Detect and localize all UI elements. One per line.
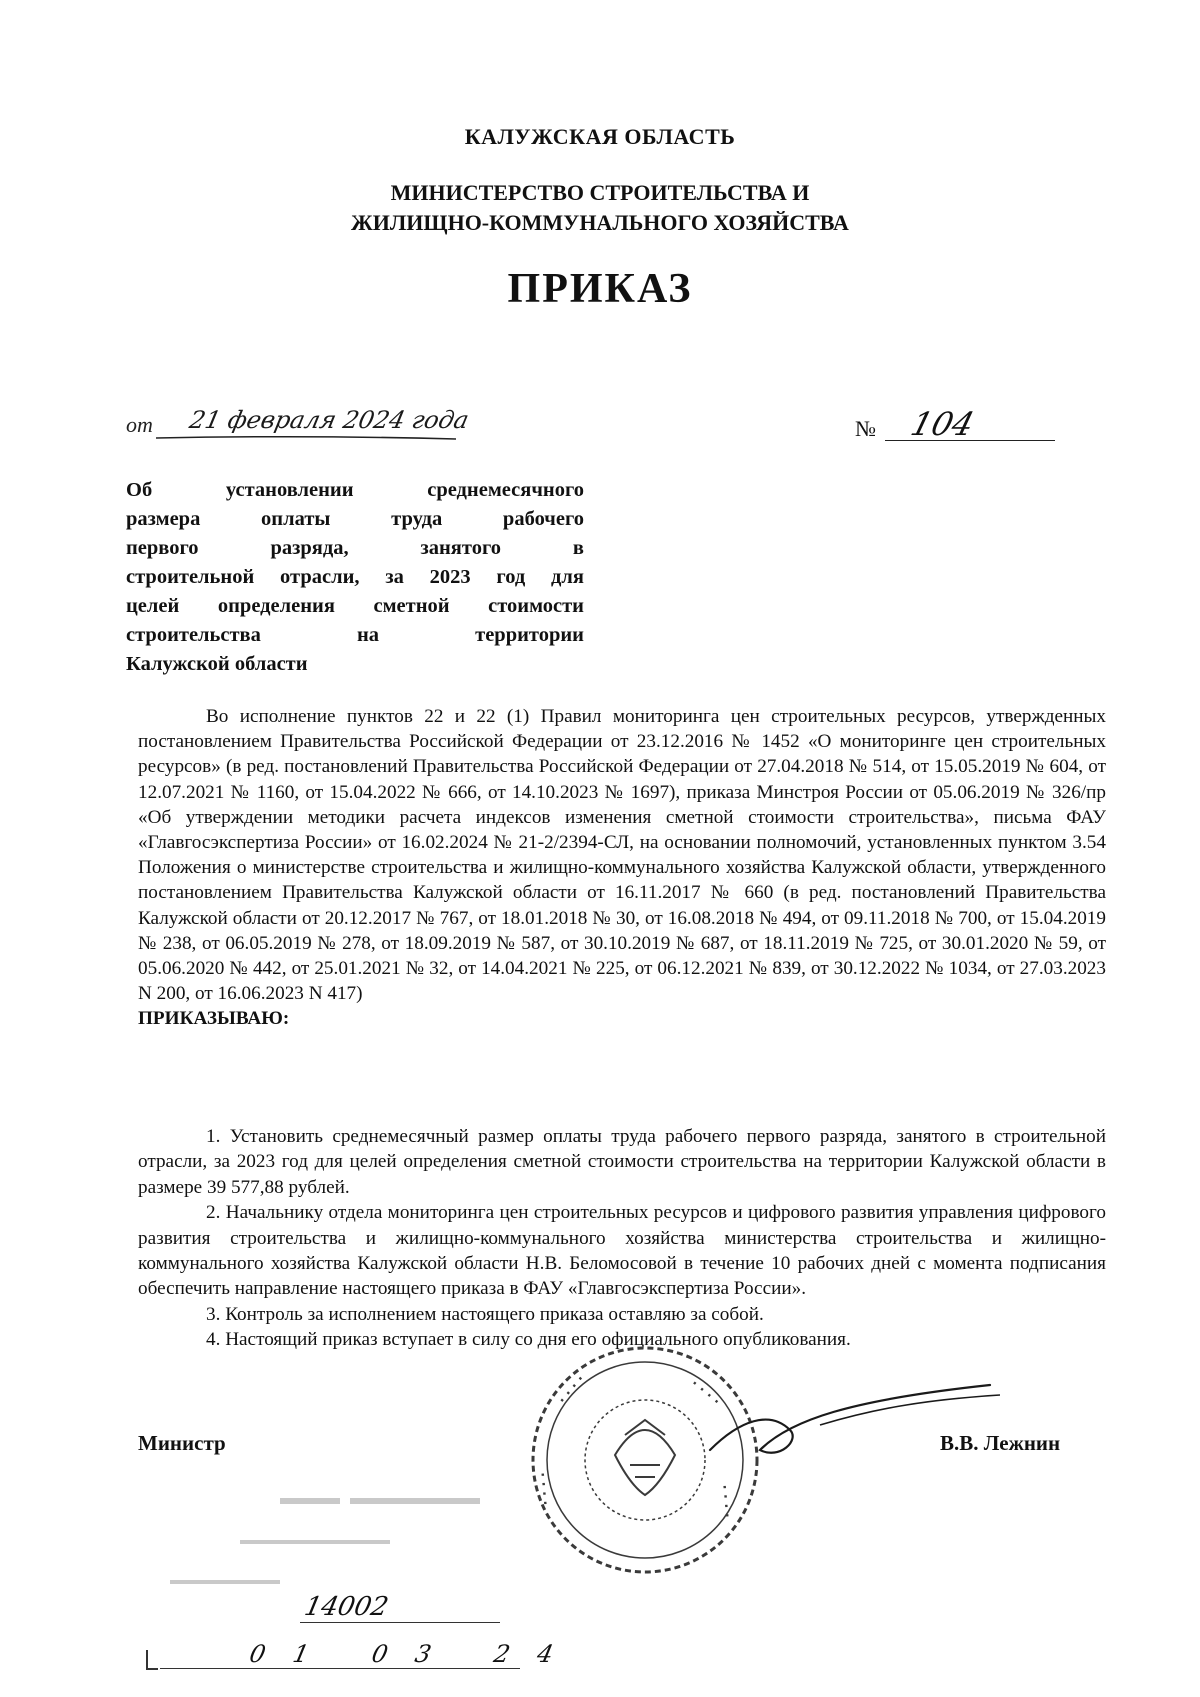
handwritten-registration-number: 14002 xyxy=(301,1592,391,1622)
order-items xyxy=(138,1124,1106,1353)
registration-number-line xyxy=(300,1622,500,1623)
region-heading: КАЛУЖСКАЯ ОБЛАСТЬ xyxy=(464,124,736,149)
order-word: ПРИКАЗЫВАЮ: xyxy=(138,1008,290,1030)
svg-text:· · · ·: · · · · xyxy=(536,1471,554,1506)
order-item: 1. Установить среднемесячный размер оплаты труда рабочего первого разряда, занятого в строительной отрасли, за 2023 год для целей определения сметной стоимости строительства на территории Калужской области в размере 39 577,88 рублей. xyxy=(138,1126,1106,1198)
preamble xyxy=(138,704,1106,1032)
registration-stamp xyxy=(150,1470,530,1610)
date-underline xyxy=(156,434,456,442)
svg-text:· · · ·: · · · · xyxy=(687,1376,723,1410)
order-number-label: № xyxy=(855,416,876,441)
preamble-text: Во исполнение пунктов 22 и 22 (1) Правил мониторинга цен строительных ресурсов, утвержденных постановлением Правительства Российской Федерации от 23.12.2016 № 1452 «О мониторинге цен строительных ресурсов» (в ред. постановлений Правительства Российской Федерации от 27.04.2018 № 514, от 15.05.2019 № 604, от 12.07.2021 № 1160, от 15.04.2022 № 666, от 14.10.2023 № 1697), приказа Минстроя России от 05.06.2019 № 326/пр «Об утверждении методики расчета индексов изменения сметной стоимости строительства», письма ФАУ «Главгосэкспертиза России» от 16.02.2024 № 21-2/2394-СЛ, на основании полномочий, установленных пунктом 3.54 Положения о министерстве строительства и жилищно-коммунального хозяйства Калужской области, утвержденного постановлением Правительства Калужской области от 16.11.2017 № 660 (в ред. постановлений Правительства Калужской области от 20.12.2017 № 767, от 18.01.2018 № 30, от 16.08.2018 № 494, от 09.11.2018 № 700, от 15.04.2019 № 238, от 06.05.2019 № 278, от 18.09.2019 № 587, от 30.10.2019 № 687, от 18.11.2019 № 725, от 30.01.2020 № 59, от 05.06.2020 № 442, от 25.01.2021 № 32, от 14.04.2021 № 225, от 06.12.2021 № 839, от 30.12.2022 № 1034, от 27.03.2023 N 200, от 16.06.2023 N 417) xyxy=(138,706,1106,1005)
handwritten-registration-date: 01 03 24 xyxy=(247,1640,584,1668)
order-subject xyxy=(126,476,584,679)
date-prefix: от xyxy=(126,412,153,437)
svg-text:· · · ·: · · · · xyxy=(555,1372,589,1408)
subject-line: Калужской области xyxy=(126,653,308,675)
handwritten-order-number: 104 xyxy=(906,405,979,443)
order-item: 2. Начальнику отдела мониторинга цен строительных ресурсов и цифрового развития управления цифрового развития строительства и жилищно-коммунального хозяйства министерства строительства и жилищно-коммунального хозяйства Калужской области Н.В. Беломосовой в течение 10 рабочих дней с момента подписания обеспечить направление настоящего приказа в ФАУ «Главгосэкспертиза России». xyxy=(138,1202,1106,1300)
order-item: 4. Настоящий приказ вступает в силу со дня его официального опубликования. xyxy=(206,1329,851,1351)
registration-bracket xyxy=(146,1650,158,1670)
subject-line: целей определения сметной стоимости xyxy=(126,595,584,617)
subject-line: строительной отрасли, за 2023 год для xyxy=(126,566,584,588)
subject-line: размера оплаты труда рабочего xyxy=(126,508,584,530)
handwritten-date: 21 февраля 2024 года xyxy=(187,406,472,434)
order-number-underline xyxy=(885,440,1055,441)
registration-date-line xyxy=(160,1668,520,1669)
subject-line: Об установлении среднемесячного xyxy=(126,479,584,501)
svg-text:· · · ·: · · · · xyxy=(716,1484,734,1519)
signatory-name: В.В. Лежнин xyxy=(940,1431,1061,1455)
subject-line: первого разряда, занятого в xyxy=(126,537,584,559)
ministry-heading-line1: МИНИСТЕРСТВО СТРОИТЕЛЬСТВА И xyxy=(390,180,810,205)
order-date xyxy=(126,406,472,442)
document-type-title: ПРИКАЗ xyxy=(507,266,693,312)
order-item: 3. Контроль за исполнением настоящего приказа оставляю за собой. xyxy=(206,1303,764,1325)
ministry-heading-line2: ЖИЛИЩНО-КОММУНАЛЬНОГО ХОЗЯЙСТВА xyxy=(351,210,849,235)
subject-line: строительства на территории xyxy=(126,624,584,646)
signatory-position: Министр xyxy=(138,1431,226,1455)
